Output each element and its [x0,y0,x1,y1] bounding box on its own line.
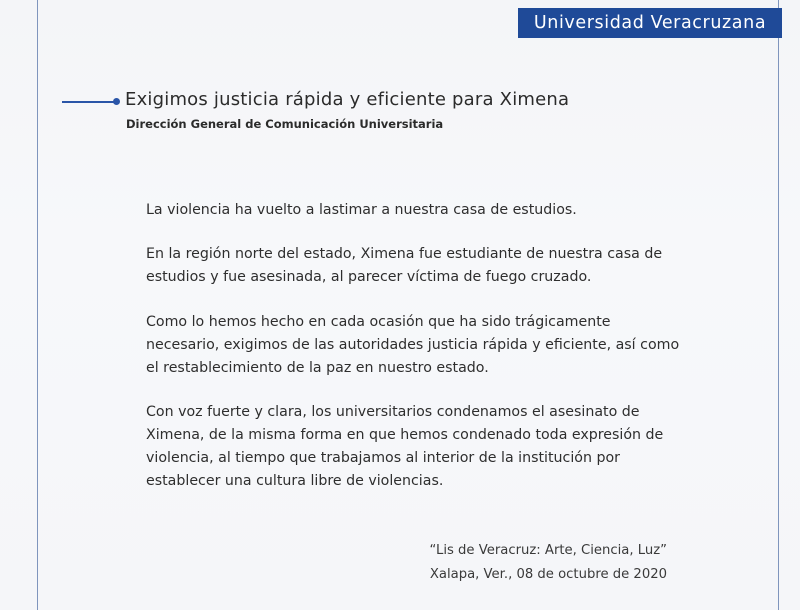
paragraph-line: violencia, al tiempo que trabajamos al interior de la institución por [146,450,620,466]
university-name: Universidad Veracruzana [533,13,767,33]
university-motto: “Lis de Veracruz: Arte, Ciencia, Luz” [429,543,667,558]
page-title: Exigimos justicia rápida y eficiente para Ximena [125,89,570,110]
paragraph-line: el restablecimiento de la paz en nuestro estado. [146,360,489,376]
place-and-date: Xalapa, Ver., 08 de octubre de 2020 [429,567,667,582]
title-accent-dot-icon [113,98,120,105]
paragraph-line: necesario, exigimos de las autoridades justicia rápida y eficiente, así como [146,337,680,353]
paragraph-4 [146,401,686,493]
paragraph-2 [146,243,686,289]
paragraph-1 [146,199,686,222]
university-brand-banner [518,8,782,38]
paragraph-line: establecer una cultura libre de violencias. [146,473,444,489]
paragraph-line: estudios y fue asesinada, al parecer víctima de fuego cruzado. [146,269,592,285]
paragraph-line: Como lo hemos hecho en cada ocasión que ha sido trágicamente [146,314,611,330]
paragraph-line: Con voz fuerte y clara, los universitarios condenamos el asesinato de [146,404,640,420]
paragraph-line: La violencia ha vuelto a lastimar a nuestra casa de estudios. [146,202,577,218]
title-accent-rule [62,101,116,103]
paragraph-3 [146,311,686,380]
department-subtitle: Dirección General de Comunicación Universitaria [126,117,444,131]
paragraph-line: En la región norte del estado, Ximena fue estudiante de nuestra casa de [146,246,663,262]
paragraph-line: Ximena, de la misma forma en que hemos condenado toda expresión de [146,427,664,443]
